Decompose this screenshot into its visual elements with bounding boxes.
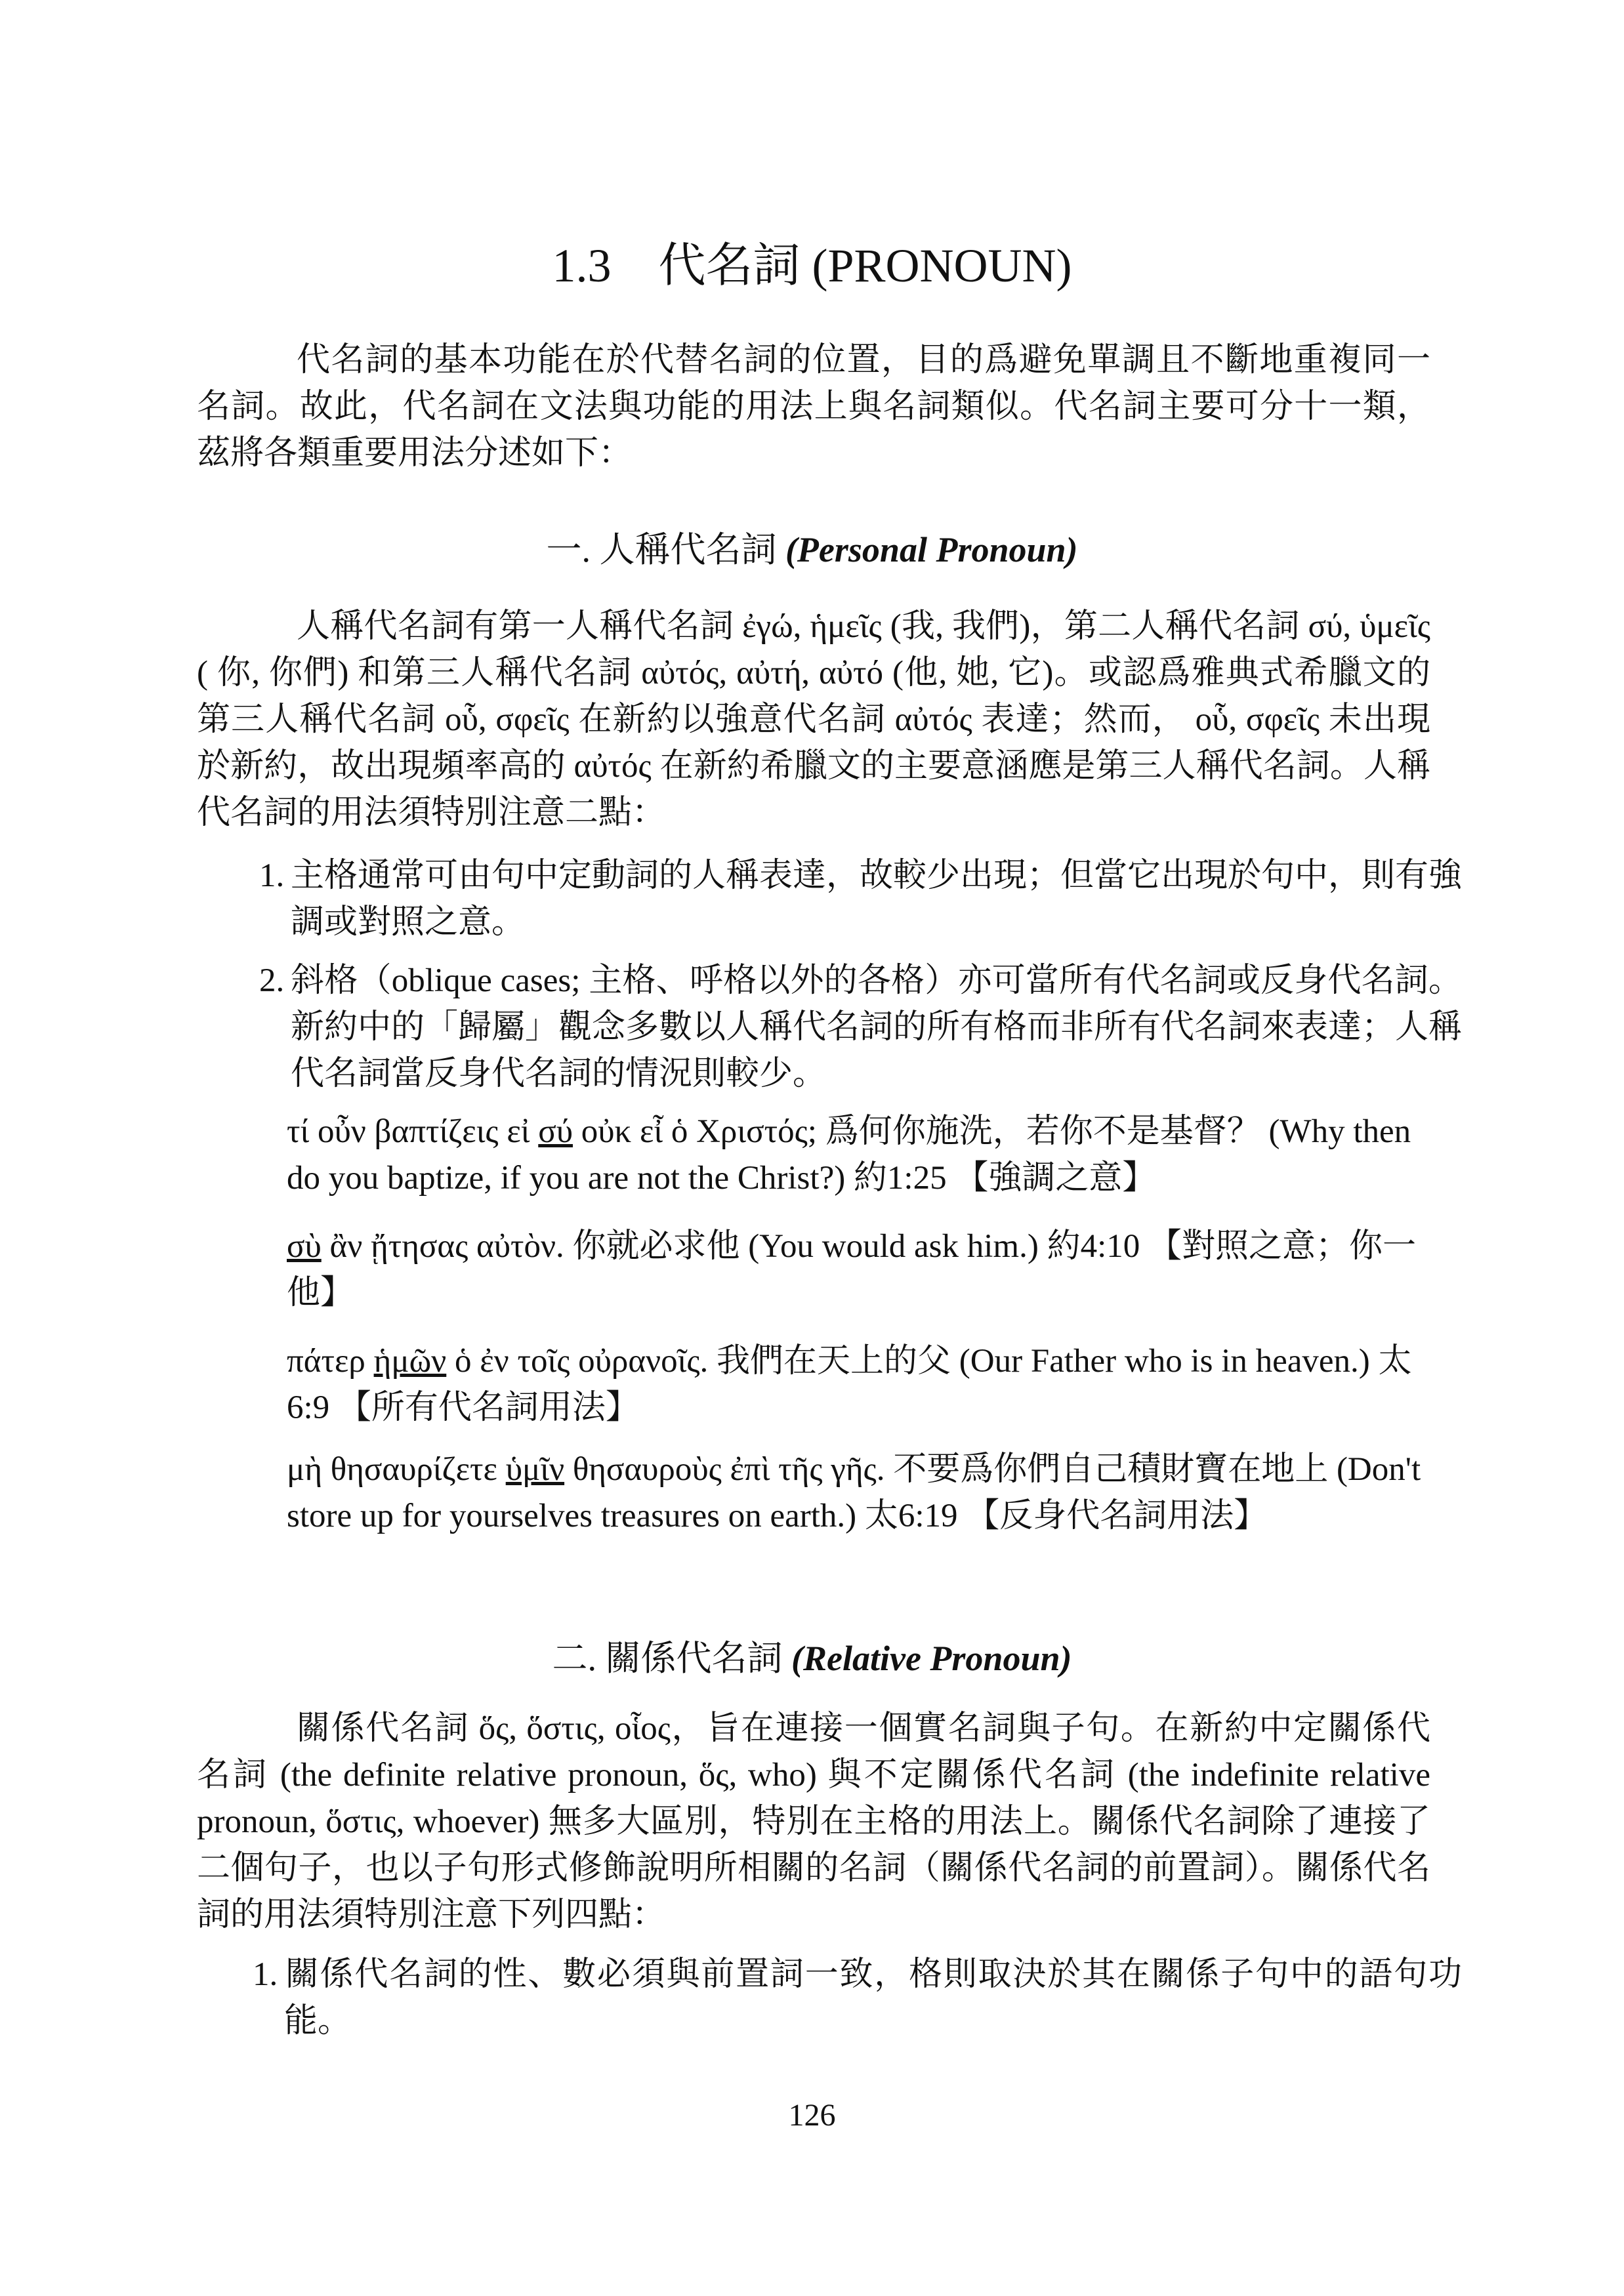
- section-heading-en: (Relative Pronoun): [791, 1639, 1072, 1678]
- example-highlight: ἡμῶν: [373, 1343, 447, 1380]
- example-highlight: ὑμῖν: [505, 1451, 565, 1488]
- example-sentence: [287, 1223, 1432, 1317]
- list-item: [259, 853, 1462, 946]
- example-greek: μὴ θησαυρίζετε: [287, 1451, 506, 1488]
- relative-pronoun-paragraph: 關係代名詞 ὅς, ὅστις, οἷος，旨在連接一個實名詞與子句。在新約中定關係代名詞 (the definite relative pronoun, ὅς, who) 與不定關係代名詞 (the indefinite relative pronoun, ὅστις, whoever) 無多大區別，特別在主格的用法上。關係代名詞除了連接了二個句子，也以子句形式修飾說明所相關的名詞（關係代名詞的前置詞）。關係代名詞的用法須特別注意下列四點：: [197, 1710, 1430, 1933]
- page-number: 126: [788, 2098, 836, 2133]
- section-heading-relative-pronoun: [0, 1633, 1624, 1683]
- example-highlight: σὺ: [287, 1228, 322, 1265]
- example-gloss: θησαυροὺς ἐπὶ τῆς γῆς. 不要爲你們自己積財寶在地上 (Don't store up for yourselves treasures on earth.) 太6:19 【反身代名詞用法】: [287, 1451, 1421, 1534]
- list-item-number: 1.: [253, 1956, 278, 1993]
- example-sentence: [287, 1446, 1432, 1540]
- example-sentence: [287, 1338, 1432, 1431]
- page-title: 1.3 代名詞 (PRONOUN): [552, 239, 1072, 292]
- example-greek: πάτερ: [287, 1343, 374, 1380]
- example-gloss: ἂν ᾔτησας αὐτὸν. 你就必求他 (You would ask him.) 約4:10 【對照之意；你一他】: [287, 1228, 1416, 1311]
- list-item-number: 1.: [259, 857, 285, 894]
- section-heading-cn: 一. 人稱代名詞: [546, 530, 785, 569]
- example-gloss: ὁ ἐν τοῖς οὐρανοῖς. 我們在天上的父 (Our Father who is in heaven.) 太6:9 【所有代名詞用法】: [287, 1343, 1412, 1426]
- section-heading-en: (Personal Pronoun): [785, 530, 1078, 569]
- section-heading-personal-pronoun: [0, 525, 1624, 575]
- list-item: [259, 958, 1462, 1097]
- list-item-text: 主格通常可由句中定動詞的人稱表達，故較少出現；但當它出現於句中，則有強調或對照之意。: [291, 857, 1463, 941]
- list-item-text: 關係代名詞的性、數必須與前置詞一致，格則取決於其在關係子句中的語句功能。: [284, 1956, 1462, 2040]
- section-heading-cn: 二. 關係代名詞: [552, 1639, 791, 1678]
- example-greek: τί οὖν βαπτίζεις εἰ: [287, 1113, 539, 1150]
- example-gloss: οὐκ εἶ ὁ Χριστός; 爲何你施洗，若你不是基督？ (Why then do you baptize, if you are not the Christ?) 約1:25 【強調之意】: [287, 1113, 1411, 1197]
- example-sentence: [287, 1109, 1432, 1202]
- intro-paragraph: 代名詞的基本功能在於代替名詞的位置，目的爲避免單調且不斷地重複同一名詞。故此，代名詞在文法與功能的用法上與名詞類似。代名詞主要可分十一類，茲將各類重要用法分述如下：: [197, 342, 1430, 472]
- list-item: [253, 1952, 1462, 2045]
- personal-pronoun-paragraph: 人稱代名詞有第一人稱代名詞 ἐγώ, ἡμεῖς (我, 我們)，第二人稱代名詞 σύ, ὑμεῖς ( 你, 你們) 和第三人稱代名詞 αὐτός, αὐτή, αὐτό (他, 她, 它)。或認爲雅典式希臘文的第三人稱代名詞 οὗ, σφεῖς 在新約以強意代名詞 αὐτός 表達；然而， οὗ, σφεῖς 未出現於新約，故出現頻率高的 αὐτός 在新約希臘文的主要意涵應是第三人稱代名詞。人稱代名詞的用法須特別注意二點：: [197, 608, 1430, 831]
- example-highlight: σύ: [538, 1113, 573, 1150]
- list-item-number: 2.: [259, 962, 285, 999]
- list-item-text: 斜格（oblique cases; 主格、呼格以外的各格）亦可當所有代名詞或反身代名詞。新約中的「歸屬」觀念多數以人稱代名詞的所有格而非所有代名詞來表達；人稱代名詞當反身代名詞的情況則較少。: [291, 962, 1463, 1092]
